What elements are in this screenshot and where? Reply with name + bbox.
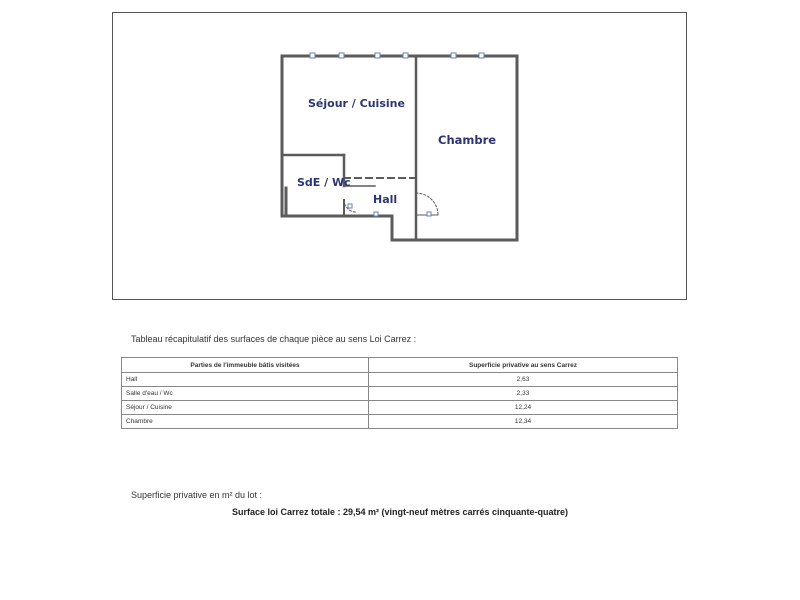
column-header-parts: Parties de l'immeuble bâtis visitées [122,358,369,373]
floor-plan-frame [112,12,687,300]
room-label-chambre: Chambre [438,133,497,147]
window-marker [310,53,315,58]
cell-part: Séjour / Cuisine [122,401,369,415]
cell-part: Chambre [122,415,369,429]
window-marker [451,53,456,58]
table-row [122,401,678,415]
cell-surface: 12,24 [369,401,678,415]
cell-part: Salle d'eau / Wc [122,387,369,401]
surface-table [121,357,678,429]
table-row [122,387,678,401]
fixture-marker [427,212,431,216]
lot-surface-label: Superficie privative en m² du lot : [131,490,263,500]
window-marker [339,53,344,58]
total-surface: Surface loi Carrez totale : 29,54 m² (vingt-neuf mètres carrés cinquante-quatre) [231,507,569,517]
fixture-marker [348,204,352,208]
window-marker [375,53,380,58]
table-row [122,373,678,387]
window-marker [479,53,484,58]
cell-surface: 2,63 [369,373,678,387]
room-label-sde: SdE / Wc [297,176,351,189]
table-row [122,415,678,429]
fixture-marker [374,212,378,216]
cell-part: Hall [122,373,369,387]
table-caption: Tableau récapitulatif des surfaces de chaque pièce au sens Loi Carrez : [131,334,417,344]
cell-surface: 2,33 [369,387,678,401]
room-label-sejour: Séjour / Cuisine [308,97,405,110]
window-marker [403,53,408,58]
cell-surface: 12,34 [369,415,678,429]
floor-plan-drawing [113,13,688,301]
column-header-surface: Superficie privative au sens Carrez [369,358,678,373]
table-header-row [122,358,678,373]
room-label-hall: Hall [373,193,398,206]
